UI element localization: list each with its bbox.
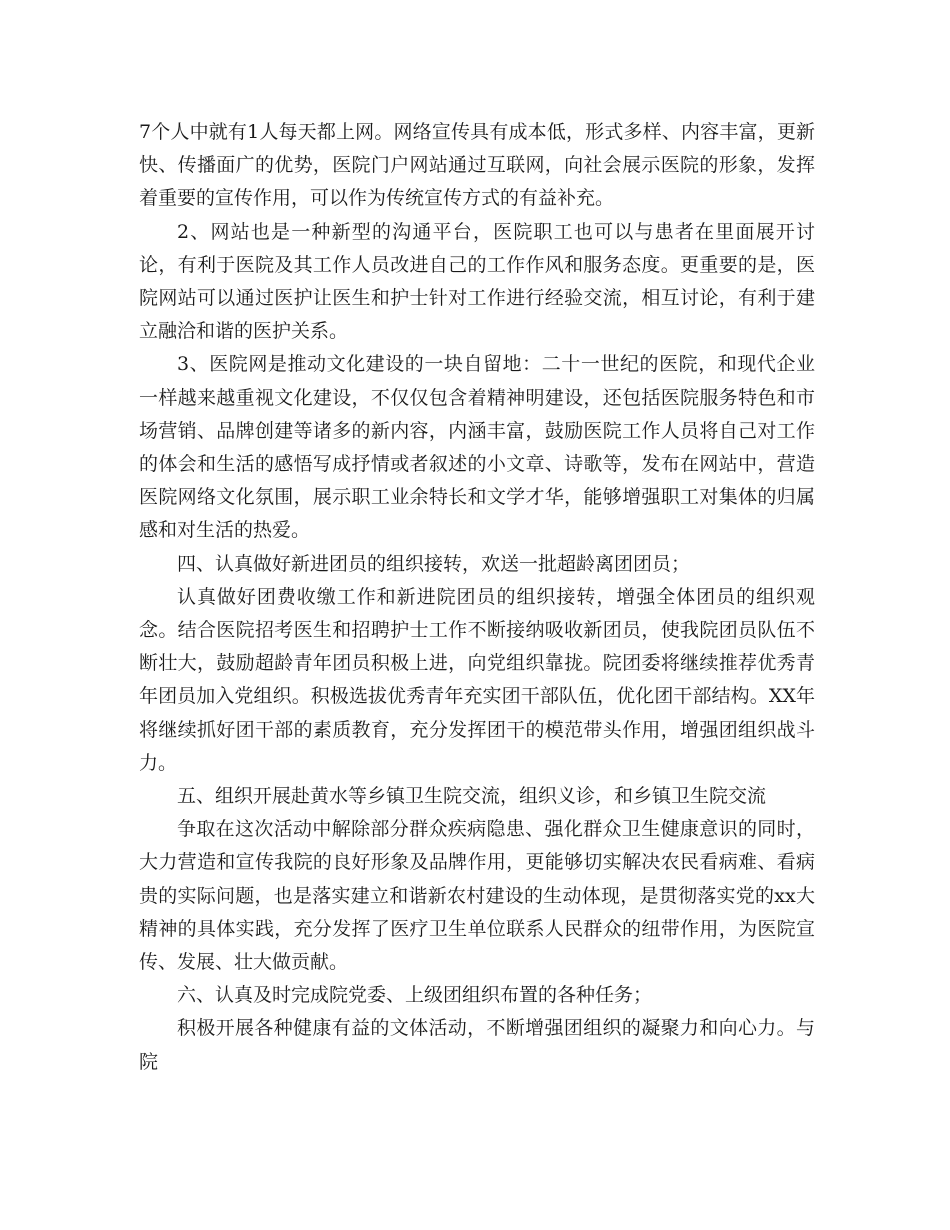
paragraph-member-transfer: 认真做好团费收缴工作和新进院团员的组织接转，增强全体团员的组织观念。结合医院招考医生和招聘护士工作不断接纳吸收新团员，使我院团员队伍不断壮大，鼓励超龄青年团员积极上进，向党组织靠拢。院团委将继续推荐优秀青年团员加入党组织。积极选拔优秀青年充实团干部队伍，优化团干部结构。XX年将继续抓好团干部的素质教育，充分发挥团干的模范带头作用，增强团组织战斗力。	[139, 585, 815, 774]
section-heading-four: 四、认真做好新进团员的组织接转，欢送一批超龄离团团员；	[177, 552, 691, 575]
paragraph-item-2-communication-platform: 2、网站也是一种新型的沟通平台，医院职工也可以与患者在里面展开讨论，有利于医院及其工作人员改进自己的工作作风和服务态度。更重要的是，医院网站可以通过医护让医生和护士针对工作进行经验交流，相互讨论，有利于建立融洽和谐的医护关系。	[139, 220, 815, 343]
section-heading-five: 五、组织开展赴黄水等乡镇卫生院交流，组织义诊，和乡镇卫生院交流	[177, 785, 767, 808]
paragraph-rural-exchange: 争取在这次活动中解除部分群众疾病隐患、强化群众卫生健康意识的同时，大力营造和宣传我院的良好形象及品牌作用，更能够切实解决农民看病难、看病贵的实际问题，也是落实建立和谐新农村建设的生动体现，是贯彻落实党的xx大精神的具体实践，充分发挥了医疗卫生单位联系人民群众的纽带作用，为医院宣传、发展、壮大做贡献。	[139, 818, 815, 974]
paragraph-continued-intro: 7个人中就有1人每天都上网。网络宣传具有成本低，形式多样、内容丰富，更新快、传播面广的优势，医院门户网站通过互联网，向社会展示医院的形象，发挥着重要的宣传作用，可以作为传统宣传方式的有益补充。	[139, 121, 815, 210]
section-heading-six: 六、认真及时完成院党委、上级团组织布置的各种任务；	[177, 984, 653, 1007]
paragraph-item-3-culture-building: 3、医院网是推动文化建设的一块自留地：二十一世纪的医院，和现代企业一样越来越重视文化建设，不仅仅包含着精神明建设，还包括医院服务特色和市场营销、品牌创建等诸多的新内容，内涵丰富，鼓励医院工作人员将自己对工作的体会和生活的感悟写成抒情或者叙述的小文章、诗歌等，发布在网站中，营造医院网络文化氛围，展示职工业余特长和文学才华，能够增强职工对集体的归属感和对生活的热爱。	[139, 353, 815, 542]
document-body	[139, 116, 815, 1079]
paragraph-cultural-activities: 积极开展各种健康有益的文体活动，不断增强团组织的凝聚力和向心力。与院	[139, 1017, 815, 1073]
